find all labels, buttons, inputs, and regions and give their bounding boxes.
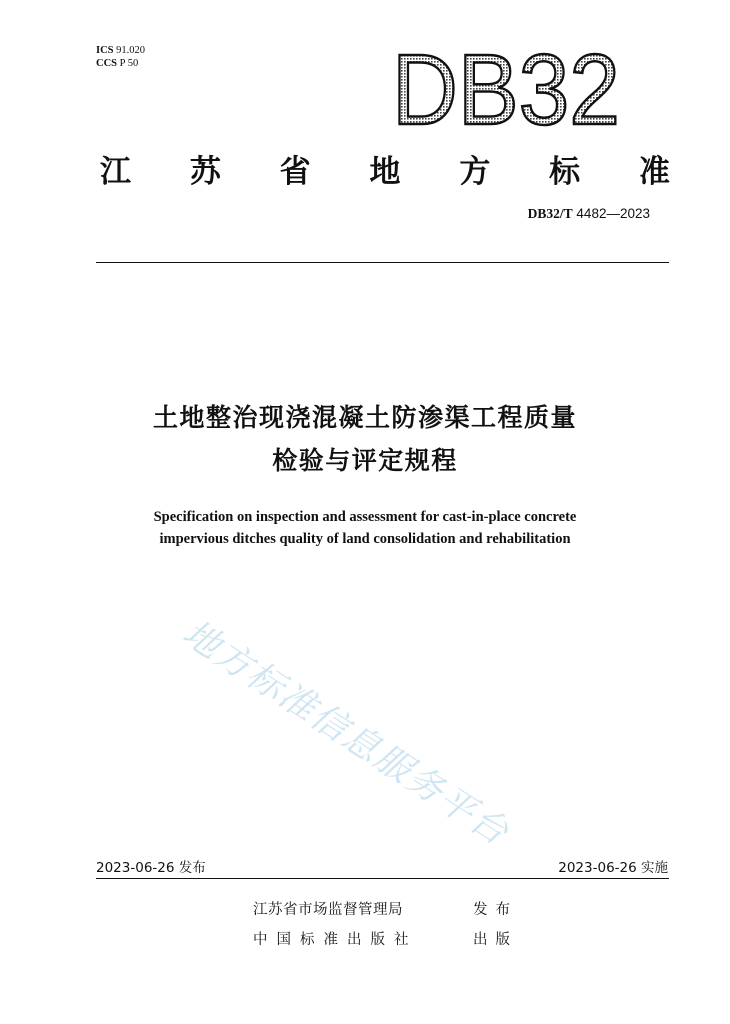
implement-date: 2023-06-26 实施: [558, 860, 668, 876]
publisher-row: [253, 928, 518, 949]
ics-value: 91.020: [116, 45, 146, 56]
logo-text: DB32: [392, 40, 620, 130]
standard-number-rest: 4482—2023: [572, 206, 650, 221]
ccs-value: P 50: [119, 58, 139, 69]
standard-type-char: 方: [459, 154, 491, 190]
standard-type-char: 标: [549, 154, 581, 190]
issuer-action: 发布: [473, 902, 518, 918]
standard-type-char: 地: [369, 154, 401, 190]
standard-type-char: 准: [638, 154, 670, 190]
cn-title-line2: 检验与评定规程: [272, 446, 458, 475]
standard-type-char: 苏: [189, 154, 221, 190]
standard-type-char: 省: [279, 154, 311, 190]
publisher-action: 出版: [473, 932, 518, 948]
issue-date: 2023-06-26 发布: [96, 860, 206, 876]
standard-type-char: 江: [100, 154, 131, 190]
watermark: 地方标准信息服务平台: [175, 612, 517, 855]
ccs-label: CCS: [96, 58, 118, 69]
standard-number-prefix: DB32/T: [527, 206, 573, 221]
db32-logo: [392, 40, 622, 130]
publisher-org: 中国标准出版社: [253, 932, 418, 948]
en-title-line1: Specification on inspection and assessment for cast-in-place concrete: [153, 509, 577, 525]
classification-codes: [96, 44, 145, 70]
en-title-line2: impervious ditches quality of land consolidation and rehabilitation: [159, 531, 571, 547]
standard-number: [528, 206, 650, 222]
cn-title-line1: 土地整治现浇混凝土防渗渠工程质量: [152, 403, 577, 432]
issuer-row: [253, 898, 518, 919]
header-divider: [96, 262, 669, 263]
ics-label: ICS: [96, 45, 114, 56]
footer-divider: [96, 878, 669, 879]
issuer-org: 江苏省市场监督管理局: [253, 902, 403, 918]
standard-type-heading: [100, 146, 670, 191]
